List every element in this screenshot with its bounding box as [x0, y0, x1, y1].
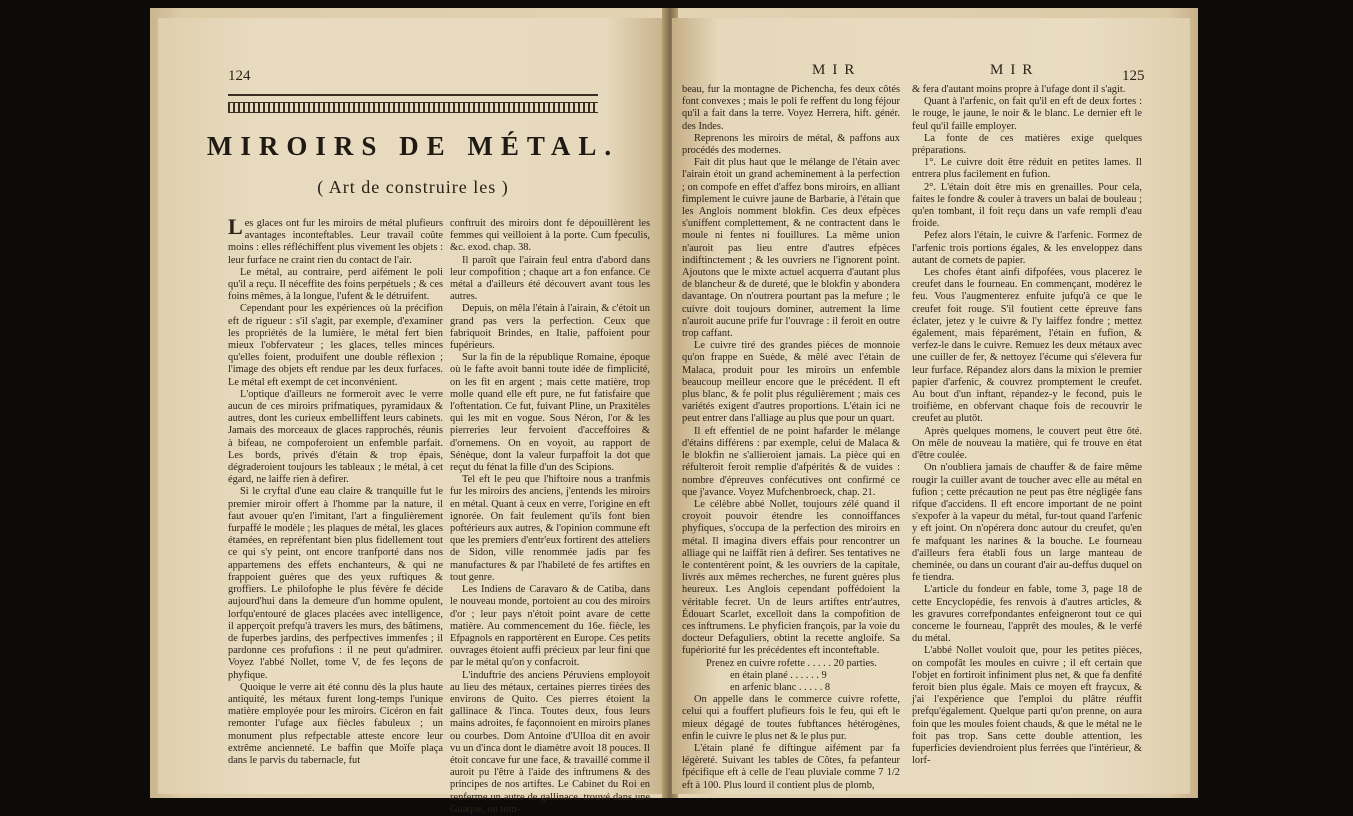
open-book: [150, 8, 1198, 815]
paragraph: Le métal, au contraire, perd aifément le poli qu'il a reçu. Il néceffite des foins perpétuels ; & ces foins mêmes, à la longue, l'ufent & le détruifent.: [228, 266, 443, 303]
opening-paragraph: [228, 214, 443, 267]
right-page: [672, 18, 1190, 794]
paragraph: beau, fur la montagne de Pichencha, fes deux côtés font convexes ; mais le poli fe reffent du long féjour qu'il a fait dans la terre. Voyez Herrera, hift. génér. des Indes.: [682, 84, 900, 132]
page-number-right: 125: [1122, 68, 1145, 84]
left-page: [158, 18, 666, 815]
recipe-line: en étain plané . . . . . . 9: [730, 669, 827, 681]
paragraph: Pefez alors l'étain, le cuivre & l'arfenic. Formez de l'arfenic trois portions égales, & les enveloppez dans autant de cornets de papier.: [912, 230, 1142, 266]
recipe-line: en arfenic blanc . . . . . 8: [730, 681, 831, 693]
left-page-column-2: [450, 218, 650, 815]
paragraph: Il eft effentiel de ne point hafarder le mélange d'étains différens : par exemple, celui de Malaca & le blokfin ne s'allieroient jamais. La pièce qui en réfulteroit feroit remplie d'afpérités & de vuides : nombre d'épreuves confécutives ont confirmé ce que j'avance. Voyez Mufchenbroeck, chap. 21.: [682, 425, 900, 498]
paragraph: & fera d'autant moins propre à l'ufage dont il s'agit.: [912, 84, 1126, 95]
right-page-column-1: [682, 84, 900, 794]
article-title: MIROIRS DE MÉTAL.: [206, 131, 620, 161]
paragraph: Cependant pour les expériences où la précifion eft de rigueur : s'il s'agit, par exemple, d'examiner les propriétés de la lumière, le métal fert bien mieux l'obfervateur ; les glaces, telles minces qu'elles foient, produifent une double réflexion ; l'image des objets eft rendue par les deux furfaces. Le métal eft exempt de cet inconvénient.: [228, 303, 443, 388]
paragraph: Fait dit plus haut que le mélange de l'étain avec l'airain étoit un grand acheminement à la perfection ; on compofe en effet d'affez bons miroirs, en alliant fimplement le cuivre jaune de Barbarie, à l'étain que les Anglois nomment blokfin. Ces deux efpèces s'uniffent complettement, & ne contractent dans le moule ni fentes ni fouillures. La même union n'auroit pas lieu entre d'autres efpèces indiftinctement ; & les ouvriers ne l'ignorent point. Ajoutons que le mixte actuel acquerra d'autant plus de blancheur & de dureté, que le blokfin y abondera davantage. On n'outrera pourtant pas la mefure ; le cuivre doit toujours dominer, autrement la lime n'auroit aucune prife fur l'ouvrage : il feroit en outre trop caffant.: [682, 157, 900, 340]
left-page-column-1: [228, 214, 443, 793]
drop-cap: L: [228, 214, 243, 239]
paragraph: 2°. L'étain doit être mis en grenailles. Pour cela, faites le fondre & couler à travers un balai de bouleau ; qu'en tombant, il foit reçu dans un vafe rempli d'eau froide.: [912, 181, 1142, 230]
paragraph: Le célèbre abbé Nollet, toujours zélé quand il croyoit pouvoir étendre les connoiffances phyfiques, s'occupa de la perfection des miroirs en métal. Il imagina divers effais pour rencontrer un alliage qui ne laiffât rien à defirer. Ses tentatives ne le contentèrent point, & les ouvriers de la capitale, livrés aux mêmes recherches, ne furent guères plus heureux. Les Anglois cependant poffédoient la véritable fecret. Un de leurs artiftes entr'autres, Édouart Scarlet, excelloit dans la compofition de ces inftrumens. Le phyficien françois, par la voie du docteur Defaguliers, obtint la recette angloife. Sa fupériorité fur les précédentes eft inconteftable.: [682, 498, 900, 657]
paragraph: Reprenons les miroirs de métal, & paffons aux procédés des modernes.: [682, 132, 900, 157]
ornamental-band: [228, 102, 598, 113]
paragraph: Sur la fin de la république Romaine, époque où le fafte avoit banni toute idée de fimplicité, on les fit en argent ; mais cette matière, trop molle quand elle eft pure, ne fut fatisfaire que l'oftentation. Ce fut, fuivant Pline, un Praxitèles qui les mit en vogue. Sous Néron, l'or & les pierreries leur fervoient d'acceffoires & d'ornemens. On en voyoit, au rapport de Sénèque, dont la valeur furpaffoit la dot que reçut du fénat la fille d'un des Scipions.: [450, 352, 650, 474]
paragraph: L'article du fondeur en fable, tome 3, page 18 de cette Encyclopédie, fes renvois à d'autres articles, & les gravures correfpondantes enfeigneront tout ce qui concerne le fourneau, l'apprêt des moules, & le verfé du métal.: [912, 584, 1142, 645]
paragraph: L'abbé Nollet vouloit que, pour les petites pièces, on compofât les moules en cuivre ; il eft certain que l'objet en fortiroit infiniment plus net, & que fa denfité feroit bien plus égale. Mais ce moyen eft fraycux, & j'ai l'expérience que l'emploi du plâtre réuffit prefqu'également. Quelque parti qu'on prenne, on aura foin que les moules foient chauds, & que le métal ne le foit pas trop. Sans cette double attention, les fuperficies deviendroient plus ferrées que l'intérieur, & lorf-: [912, 645, 1142, 767]
paragraph: Si le cryftal d'une eau claire & tranquille fut le premier miroir offert à l'homme par la nature, il faut avouer qu'en l'imitant, l'art a fingulièrement furpaffé le modèle ; les plaques de métal, les glaces étamées, en repréfentant bien plus fidellement tout ce qui s'y peint, ont encore tranfporté dans nos appartemens des effets enchanteurs, & qui ne frappoient guères que des yeux ruftiques & groffiers. Le philofophe le plus févère fe décide aujourd'hui dans la demeure d'un homme opulent, lorfqu'entouré de glaces placées avec intelligence, il apperçoit prefqu'à travers les murs, des bâtimens, de fuperbes jardins, des perfpectives immenfes ; il pardonne ces profufions : il ne peut qu'admirer. Voyez l'abbé Nollet, tome V, de fes leçons de phyfique.: [228, 486, 443, 681]
paragraph: Tel eft le peu que l'hiftoire nous a tranfmis fur les miroirs des anciens, j'entends les miroirs en métal. Quant à ceux en verre, l'origine en eft ignorée. On fait feulement qu'ils font bien poftérieurs aux autres, & l'opinion commune eft que les premiers d'entr'eux fortirent des atteliers de Sidon, ville renommée jadis par fes manufactures & par l'habileté de fes artiftes en tout genre.: [450, 474, 650, 583]
paragraph: Les chofes étant ainfi difpofées, vous placerez le creufet dans le fourneau. En commençant, modérez le feu. Vous l'augmenterez enfuite jufqu'à ce que le creufet foit rouge. S'il foutient cette épreuve fans éclater, jetez y le cuivre & l'y laiffez fondre ; mettez également, mais féparément, l'étain en fufion, & verfez-le dans le cuivre. Remuez les deux métaux avec une cuiller de fer, & nettoyez l'écume qui s'élevera fur leur furface. Répandez alors dans la mixion le premier papier d'arfenic, & couvrez promptement le creufet. Au bout d'un inftant, répandez-y le fecond, puis le troifième, en obfervant chaque fois de recouvrir le creufet au plutôt.: [912, 267, 1142, 425]
paragraph: Depuis, on mêla l'étain à l'airain, & c'étoit un grand pas vers la perfection. Ceux que fabriquoit Brindes, en Italie, paffoient pour fupérieurs.: [450, 303, 650, 352]
paragraph: Quant à l'arfenic, on fait qu'il en eft de deux fortes : le rouge, le jaune, le noir & le blanc. Le dernier eft le feul qu'il faille employer.: [912, 96, 1142, 132]
paragraph: Il paroît que l'airain feul entra d'abord dans leur compofition ; chaque art a fon enfance. Ce métal a d'ailleurs été découvert avant tous les autres.: [450, 254, 650, 303]
paragraph: Quoique le verre ait été connu dès la plus haute antiquité, les métaux furent long-temps l'unique matière employée pour les miroirs. Cicéron en fait remonter l'ufage aux fiècles fabuleux ; un monument plus refpectable atteste encore leur extrême ancienneté. Le baffin que Moïfe plaça dans le parvis du tabernacle, fut: [228, 681, 443, 766]
running-head-left: MIR: [812, 62, 862, 78]
paragraph: Les Indiens de Caravaro & de Catiba, dans le nouveau monde, portoient au cou des miroirs d'or ; leur pays n'étoit point avare de cette matière. Au commencement du 16e. fiècle, les Efpagnols en rapportèrent en Europe. Ces petits ouvrages étoient auffi précieux par leur fini que par le métal qu'on y confacroit.: [450, 584, 650, 669]
page-number-left: 124: [228, 68, 251, 84]
paragraph: La fonte de ces matières exige quelques préparations.: [912, 132, 1142, 157]
header-rule: [228, 94, 598, 96]
paragraph: On n'oubliera jamais de chauffer & de faire même rougir la cuiller avant de toucher avec elle au métal en fufion ; cette précaution ne peut pas être négligée fans rifque d'accidens. Il eft encore important de ne point s'expofer à la vapeur du métal, fur-tout quand l'arfenic y eft joint. On n'opérera donc autour du creufet, qu'en fe mafquant les narines & la bouche. Le fourneau d'ailleurs fera établi fous un large manteau de cheminée, ou dans un courant d'air au-deffus duquel on fe tiendra.: [912, 462, 1142, 584]
paragraph: L'optique d'ailleurs ne formeroit avec le verre aucun de ces miroirs prifmatiques, pyramidaux & autres, dont les curieux embelliffent leurs cabinets. Jamais des morceaux de glaces rapprochés, réunis à bifeau, ne compoferoient un enfemble parfait. Les bords, privés d'étain & trop épais, dégraderoient toujours les tableaux ; le métal, à cet égard, ne laiffe rien à defirer.: [228, 388, 443, 486]
paragraph: conftruit des miroirs dont fe dépouillèrent les femmes qui veilloient à la porte. Cum fpeculis, &c. exod. chap. 38.: [450, 218, 650, 254]
paragraph: es glaces ont fur les miroirs de métal plufieurs avantages inconteftables. Leur travail coûte moins : elles réfléchiffent plus vivement les objets : leur furface ne craint rien du contact de l'air.: [228, 218, 443, 266]
paragraph: Après quelques momens, le couvert peut être ôté. On mêle de nouveau la matière, qui fe trouve en état d'être coulée.: [912, 425, 1142, 462]
running-head-right: MIR: [990, 62, 1040, 78]
recipe-line: Prenez en cuivre rofette . . . . . 20 parties.: [706, 657, 877, 669]
paragraph: 1°. Le cuivre doit être réduit en petites lames. Il entrera plus facilement en fufion.: [912, 157, 1142, 181]
paragraph: L'étain plané fe diftingue aifément par fa légèreté. Suivant les tables de Côtes, fa pefanteur fpécifique eft à celle de l'eau pluviale comme 7 1/2 eft à 100. Plus lourd il contient plus de plomb,: [682, 742, 900, 791]
paragraph: On appelle dans le commerce cuivre rofette, celui qui a fouffert plufieurs fois le feu, qui eft le mieux dégagé de toutes fubftances hétérogènes, enfin le cuivre le plus net & le plus pur.: [682, 694, 900, 742]
paragraph: Le cuivre tiré des grandes pièces de monnoie qu'on frappe en Suède, & mêlé avec l'étain de Malaca, produit pour les miroirs un enfemble beaucoup meilleur encore que le précédent. Il eft plus blanc, & fe polit plus régulièrement ; mais ces variétés exigent d'autres proportions. L'étain ici ne peut entrer dans l'alliage au plus que pour un quart.: [682, 340, 900, 425]
paragraph: L'induftrie des anciens Péruviens employoit au lieu des métaux, certaines pierres tirées des environs de Quito. Ces pierres étoient la gallinace & l'inca. Toutes deux, fous leurs mains adroites, fe façonnoient en miroirs planes ou courbes. Dom Antoine d'Ulloa dit en avoir vu un d'inca dont le diamètre avoit 18 pouces. Il étoit concave fur une face, & travaillé comme il auroit pu l'être à l'aide des inftrumens & des principes de nos artiftes. Le Cabinet du Roi en renferme un autre de gallinace, trouvé dans une Guaque, ou tom-: [450, 669, 650, 815]
article-subtitle: ( Art de construire les ): [317, 177, 509, 197]
right-page-column-2: [912, 84, 1142, 794]
